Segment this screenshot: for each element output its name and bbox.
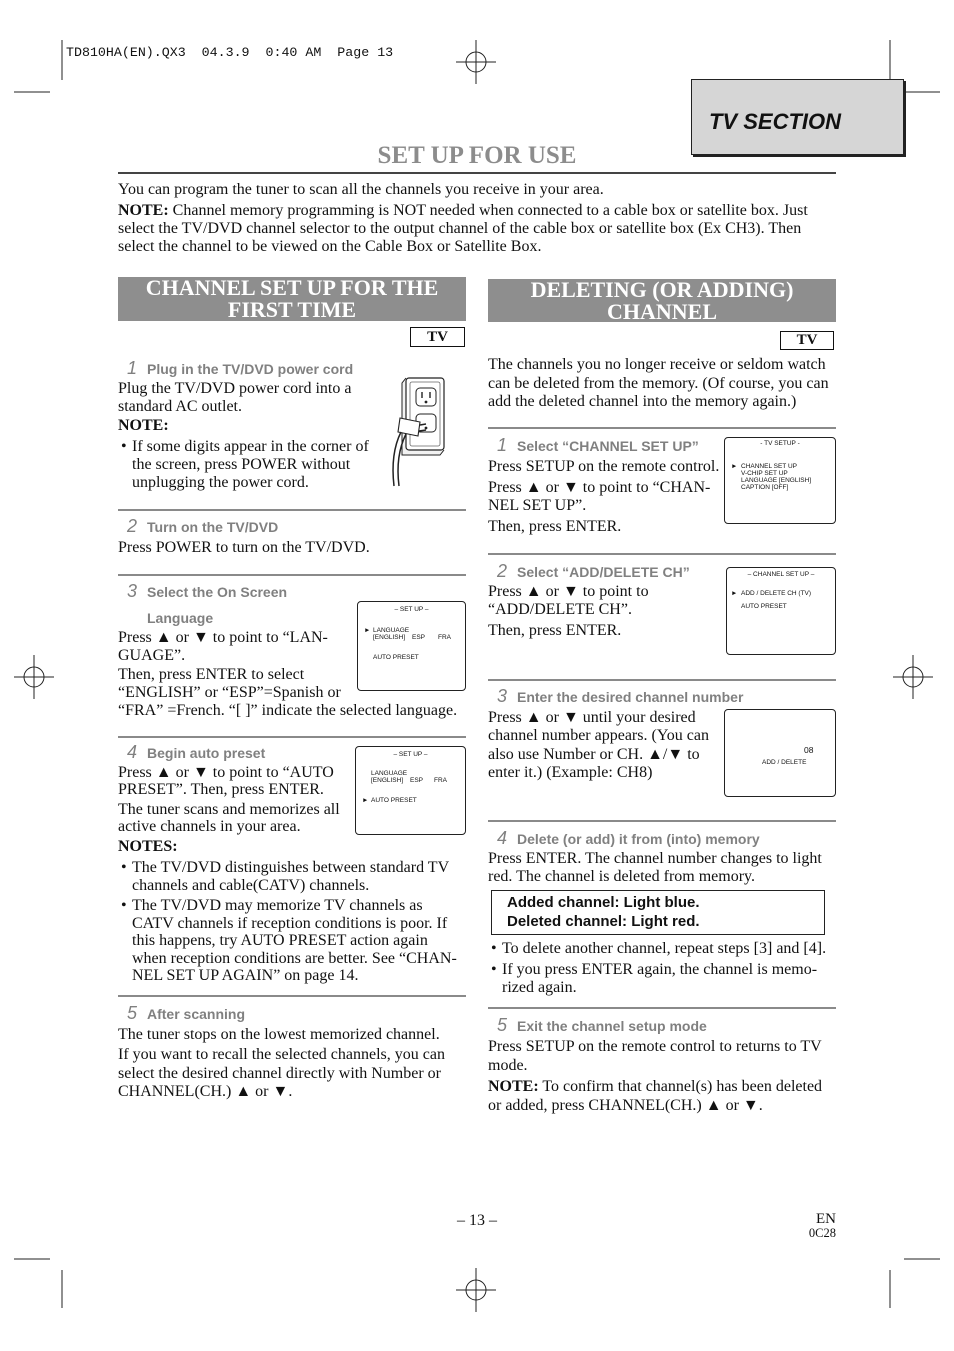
left-step-1-body <box>118 380 351 416</box>
text-line: channels and cable(CATV) channels. <box>132 877 370 894</box>
right-step-4-heading <box>497 829 760 848</box>
text-line: Press ▲ or ▼ to point to “AUTO <box>118 764 334 781</box>
language-option: [ENGLISH] <box>373 634 406 641</box>
language-code: EN <box>816 1211 836 1227</box>
step-divider <box>488 427 836 429</box>
menu-cursor-icon: ► <box>364 627 371 634</box>
right-step-4-bullet <box>488 940 826 958</box>
text-line: Press ▲ or ▼ until your desired <box>488 709 696 726</box>
intro-note-line: select the channel to be viewed on the Cable Box or Satellite Box. <box>118 238 542 255</box>
page-number: – 13 – <box>457 1212 497 1229</box>
step-title: Exit the channel setup mode <box>517 1018 707 1034</box>
step-number: 3 <box>127 581 138 601</box>
print-slug: TD810HA(EN).QX3 04.3.9 0:40 AM Page 13 <box>66 45 394 60</box>
note-label: NOTE: <box>488 1078 539 1095</box>
text-line: unplugging the power cord. <box>132 474 309 491</box>
document-code: 0C28 <box>808 1226 836 1240</box>
callout-line: Added channel: Light blue. <box>507 894 700 911</box>
step-title: Delete (or add) it from (into) memory <box>517 831 760 847</box>
note-line <box>488 1077 822 1096</box>
callout-line: Deleted channel: Light red. <box>507 913 700 930</box>
left-step-5-heading <box>127 1004 245 1023</box>
menu-item: CAPTION [OFF] <box>741 484 789 491</box>
left-section-heading <box>118 277 466 321</box>
text-line: when reception conditions are better. See “CHAN- <box>132 949 457 967</box>
channel-setup-menu-screen <box>726 567 836 655</box>
text-line: The tuner scans and memorizes all <box>118 801 340 818</box>
menu-item: V-CHIP SET UP <box>741 470 788 477</box>
channel-number: 08 <box>804 745 814 755</box>
left-step-1-note-bullet <box>118 438 369 492</box>
language-option: ESP <box>412 634 426 641</box>
text-line: Then, press ENTER. <box>488 518 622 535</box>
left-step-3-heading <box>127 582 287 601</box>
menu-cursor-icon: ► <box>731 590 738 597</box>
text-line: • To delete another channel, repeat steps [3] and [4]. <box>502 940 827 957</box>
menu-item-auto-preset: AUTO PRESET <box>371 797 417 804</box>
left-step-4-body-2 <box>118 801 340 835</box>
text-line: red. The channel is deleted from memory. <box>488 868 756 885</box>
tv-mode-badge: TV <box>780 331 834 350</box>
left-step-2-body <box>118 539 370 557</box>
text-line: active channels in your area. <box>118 818 301 835</box>
right-step-2-body <box>488 583 649 619</box>
left-step-4-note-bullet <box>118 897 457 985</box>
left-step-2-heading <box>127 517 278 536</box>
left-step-4-heading <box>127 743 265 762</box>
text-line: “ADD/DELETE CH”. <box>488 601 632 618</box>
text-line: Then, press ENTER. <box>488 622 622 639</box>
text-line: Press ▲ or ▼ to point to <box>488 583 649 600</box>
step-number: 4 <box>497 828 508 848</box>
left-step-3-body <box>118 629 328 665</box>
section-tab-label: TV SECTION <box>709 109 842 134</box>
right-step-3-body <box>488 709 709 782</box>
step-number: 2 <box>127 516 138 536</box>
text-line: CATV channels if reception conditions is poor. If <box>132 914 448 932</box>
right-step-1-body-3 <box>488 518 621 536</box>
text-line: the screen, press POWER without <box>132 456 351 473</box>
page-title: SET UP FOR USE <box>377 142 577 169</box>
text-line: Press ▲ or ▼ to point to “LAN- <box>118 629 328 646</box>
text-line: • If some digits appear in the corner of <box>132 438 369 455</box>
text-line: Press ▲ or ▼ to point to “CHAN- <box>488 479 711 496</box>
left-step-5-body-2 <box>118 1046 445 1102</box>
text-line: • If you press ENTER again, the channel is memo- <box>502 961 818 978</box>
text-line: CHANNEL(CH.) ▲ or ▼. <box>118 1083 293 1100</box>
text-line: • The TV/DVD may memorize TV channels as <box>132 897 423 914</box>
heading-line: FIRST TIME <box>227 297 357 322</box>
heading-line: DELETING (OR ADDING) <box>530 277 794 302</box>
add-delete-status: ADD / DELETE <box>762 759 807 766</box>
step-title: Plug in the TV/DVD power cord <box>147 361 354 377</box>
left-step-4-body <box>118 764 334 798</box>
menu-item-language: LANGUAGE <box>371 770 408 777</box>
right-step-3-heading <box>497 687 743 706</box>
language-option: FRA <box>438 634 451 641</box>
left-step-5-body <box>118 1026 440 1044</box>
text-line: enter it.) (Example: CH8) <box>488 763 653 781</box>
text-line: The channels you no longer receive or seldom watch <box>488 356 826 373</box>
step-title: Select the On Screen <box>147 584 288 600</box>
step-divider <box>118 574 466 576</box>
setup-menu-screen-auto-preset <box>355 746 466 835</box>
text-line: If you want to recall the selected channels, you can <box>118 1046 445 1063</box>
right-step-1-body-2 <box>488 479 710 515</box>
step-title: Select “CHANNEL SET UP” <box>517 438 699 454</box>
power-outlet-illustration <box>380 374 452 488</box>
step-title-continued: Language <box>147 610 214 626</box>
heading-line: CHANNEL <box>606 299 717 324</box>
step-divider <box>488 820 836 822</box>
text-line: Plug the TV/DVD power cord into a <box>118 380 352 397</box>
menu-item: CHANNEL SET UP <box>741 463 797 470</box>
screen-title: – CHANNEL SET UP – <box>747 571 815 578</box>
step-number: 4 <box>127 742 138 762</box>
step-title: Select “ADD/DELETE CH” <box>517 564 690 580</box>
step-number: 5 <box>127 1003 138 1023</box>
step-divider <box>488 553 836 555</box>
text-line: Press POWER to turn on the TV/DVD. <box>118 539 370 556</box>
language-option: FRA <box>434 777 447 784</box>
menu-cursor-icon: ► <box>362 797 369 804</box>
text-line: PRESET”. Then, press ENTER. <box>118 781 324 798</box>
text-line: standard AC outlet. <box>118 398 242 415</box>
step-number: 1 <box>127 358 138 378</box>
left-step-4-note-bullet <box>118 859 449 895</box>
text-line: “ENGLISH” or “ESP”=Spanish or <box>118 684 341 701</box>
text-line: rized again. <box>502 979 577 996</box>
step-title: Enter the desired channel number <box>517 689 744 705</box>
menu-item: LANGUAGE [ENGLISH] <box>741 477 812 484</box>
text-line: “FRA” =French. “[ ]” indicate the selected language. <box>118 702 458 719</box>
heading-line: CHANNEL SET UP FOR THE <box>145 275 439 300</box>
text-line: select the desired channel directly with Number or <box>118 1064 441 1082</box>
add-delete-channel-screen <box>724 709 836 797</box>
step-number: 2 <box>497 561 508 581</box>
intro-note <box>118 202 808 256</box>
step-number: 3 <box>497 686 508 706</box>
text-line: also use Number or CH. ▲/▼ to <box>488 745 700 763</box>
intro-note-line: select the TV/DVD channel selector to the output channel of the cable box or satellite box (Ex CH3). Then <box>118 220 802 237</box>
setup-menu-screen-language <box>357 601 466 691</box>
note-text: To confirm that channel(s) has been deleted <box>542 1078 823 1095</box>
step-divider <box>118 995 466 997</box>
registration-mark-left <box>14 655 54 699</box>
right-section-heading <box>488 279 836 322</box>
registration-mark-bottom <box>456 1268 496 1312</box>
step-number: 1 <box>497 435 508 455</box>
right-intro <box>488 356 829 412</box>
channel-color-callout <box>491 890 825 935</box>
text-line: NEL SET UP AGAIN” on page 14. <box>132 967 359 984</box>
note-line: or added, press CHANNEL(CH.) ▲ or ▼. <box>488 1097 763 1114</box>
right-step-1-heading <box>497 436 699 455</box>
step-divider <box>118 509 466 511</box>
menu-item-language: LANGUAGE <box>373 627 410 634</box>
registration-mark-top <box>456 40 496 84</box>
text-line: add the deleted channel into the memory again.) <box>488 393 797 410</box>
text-line: can be deleted from the memory. (Of course, you can <box>488 374 829 392</box>
language-option: ESP <box>410 777 424 784</box>
text-line: Press ENTER. The channel number changes to light <box>488 850 822 867</box>
intro-note-line <box>118 202 808 220</box>
right-step-5-body <box>488 1037 822 1075</box>
step-divider <box>488 679 836 681</box>
step-divider <box>488 1007 836 1009</box>
screen-title: – SET UP – <box>393 751 428 758</box>
tv-mode-badge: TV <box>410 327 465 347</box>
right-step-4-body <box>488 850 822 886</box>
step-title: Turn on the TV/DVD <box>147 519 279 535</box>
note-text: Channel memory programming is NOT needed when connected to a cable box or satellite box. Just <box>172 202 808 219</box>
menu-cursor-icon: ► <box>731 463 738 470</box>
right-step-5-heading <box>497 1016 707 1035</box>
step-title: After scanning <box>147 1006 246 1022</box>
menu-item-add-delete: ADD / DELETE CH (TV) <box>741 590 812 597</box>
menu-items <box>741 463 811 491</box>
right-step-2-heading <box>497 562 690 581</box>
right-step-4-bullet <box>488 961 817 997</box>
tv-setup-menu-screen <box>724 437 836 524</box>
screen-title: - TV SETUP - <box>760 440 800 447</box>
menu-item-auto-preset: AUTO PRESET <box>741 603 787 610</box>
text-line: Then, press ENTER to select <box>118 666 305 683</box>
step-number: 5 <box>497 1015 508 1035</box>
right-step-2-body-2 <box>488 622 621 640</box>
left-step-1-note-label: NOTE: <box>118 417 169 434</box>
text-line: mode. <box>488 1057 528 1074</box>
registration-mark-right <box>893 655 933 699</box>
intro-text: You can program the tuner to scan all the channels you receive in your area. <box>118 181 604 198</box>
text-line: The tuner stops on the lowest memorized channel. <box>118 1026 440 1043</box>
step-title: Begin auto preset <box>147 745 266 761</box>
text-line: Press SETUP on the remote control to returns to TV <box>488 1038 822 1055</box>
right-step-5-note <box>488 1077 822 1115</box>
title-rule <box>118 172 836 174</box>
text-line: Press SETUP on the remote control. <box>488 458 720 475</box>
left-step-1-heading <box>127 359 353 378</box>
right-step-1-body <box>488 458 719 476</box>
left-step-4-notes-label: NOTES: <box>118 838 178 855</box>
language-option: [ENGLISH] <box>371 777 404 784</box>
menu-item-auto-preset: AUTO PRESET <box>373 654 419 661</box>
text-line: • The TV/DVD distinguishes between standard TV <box>132 859 450 876</box>
text-line: channel number appears. (You can <box>488 727 709 745</box>
text-line: this happens, try AUTO PRESET action again <box>132 932 428 949</box>
step-divider <box>118 736 466 738</box>
screen-title: – SET UP – <box>394 606 429 613</box>
text-line: NEL SET UP”. <box>488 497 587 514</box>
text-line: GUAGE”. <box>118 647 186 664</box>
note-label: NOTE: <box>118 202 169 219</box>
